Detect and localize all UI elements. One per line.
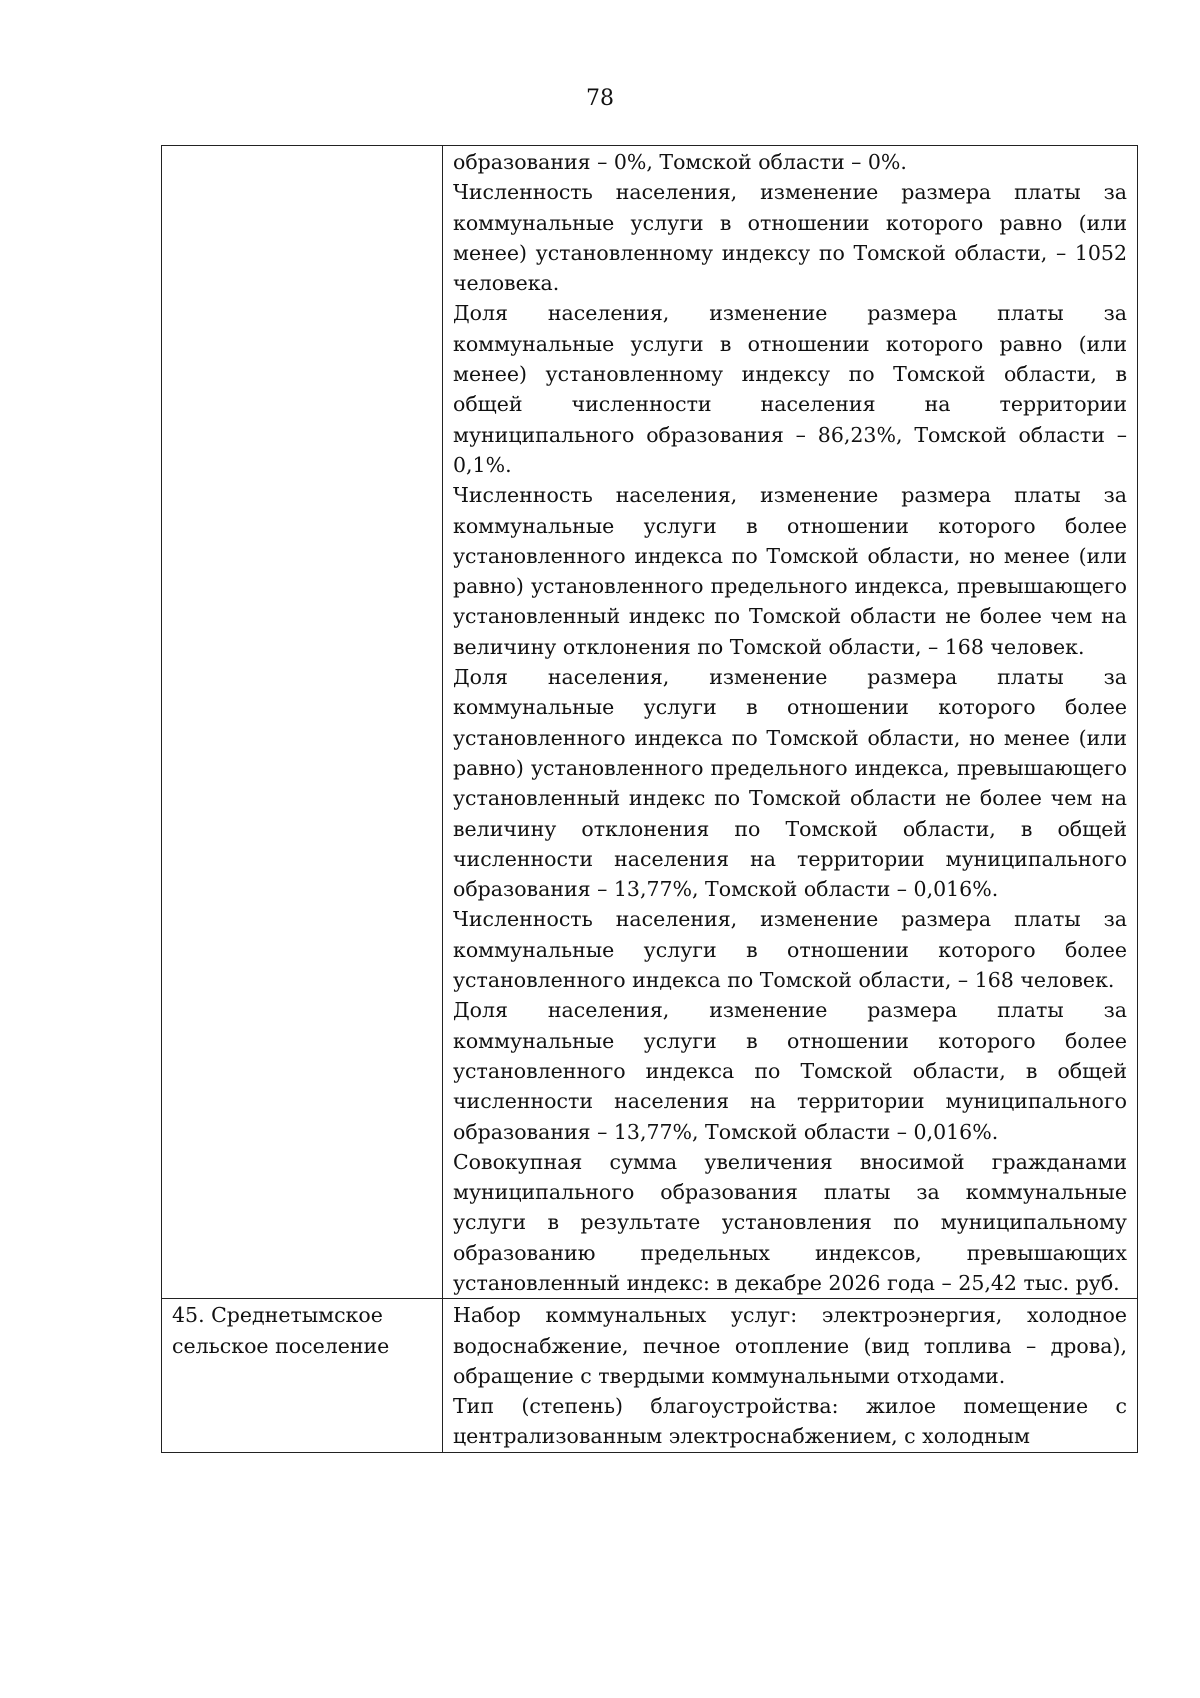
table-row	[162, 146, 1138, 1299]
paragraph: Доля населения, изменение размера платы за коммунальные услуги в отношении которого более установленного индекса по Томской области, но менее (или равно) установленного предельного индекса, превышающего установленный индекс по Томской области не более чем на величину отклонения по Томской области, в общей численности населения на территории муниципального образования – 13,77%, Томской области – 0,016%.	[453, 665, 1127, 902]
description-cell	[443, 146, 1138, 1299]
paragraph: Численность населения, изменение размера платы за коммунальные услуги в отношении которого равно (или менее) установленному индексу по Томской области, – 1052 человека.	[453, 180, 1127, 296]
paragraph: Доля населения, изменение размера платы за коммунальные услуги в отношении которого равно (или менее) установленному индексу по Томской области, в общей численности населения на территории муниципального образования – 86,23%, Томской области – 0,1%.	[453, 301, 1127, 477]
page-number: 78	[586, 86, 614, 111]
paragraph: Набор коммунальных услуг: электроэнергия, холодное водоснабжение, печное отопление (вид топлива – дрова), обращение с твердыми коммунальными отходами.	[453, 1303, 1127, 1388]
paragraph: Доля населения, изменение размера платы за коммунальные услуги в отношении которого более установленного индекса по Томской области, в общей численности населения на территории муниципального образования – 13,77%, Томской области – 0,016%.	[453, 998, 1127, 1144]
paragraph: Численность населения, изменение размера платы за коммунальные услуги в отношении которого более установленного индекса по Томской области, но менее (или равно) установленного предельного индекса, превышающего установленный индекс по Томской области не более чем на величину отклонения по Томской области, – 168 человек.	[453, 483, 1127, 659]
municipality-cell	[162, 146, 443, 1299]
paragraph: образования – 0%, Томской области – 0%.	[453, 150, 907, 174]
document-table	[161, 145, 1138, 1453]
municipality-name: 45. Среднетымское сельское поселение	[172, 1303, 390, 1358]
paragraph: Совокупная сумма увеличения вносимой гражданами муниципального образования платы за коммунальные услуги в результате установления по муниципальному образованию предельных индексов, превышающих установленный индекс: в декабре 2026 года – 25,42 тыс. руб.	[453, 1149, 1127, 1295]
paragraph: Численность населения, изменение размера платы за коммунальные услуги в отношении которого более установленного индекса по Томской области, – 168 человек.	[453, 907, 1127, 993]
description-cell	[443, 1299, 1138, 1452]
table-row	[162, 1299, 1138, 1452]
municipality-cell	[162, 1299, 443, 1452]
paragraph: Тип (степень) благоустройства: жилое помещение с централизованным электроснабжением, с холодным	[453, 1394, 1127, 1449]
